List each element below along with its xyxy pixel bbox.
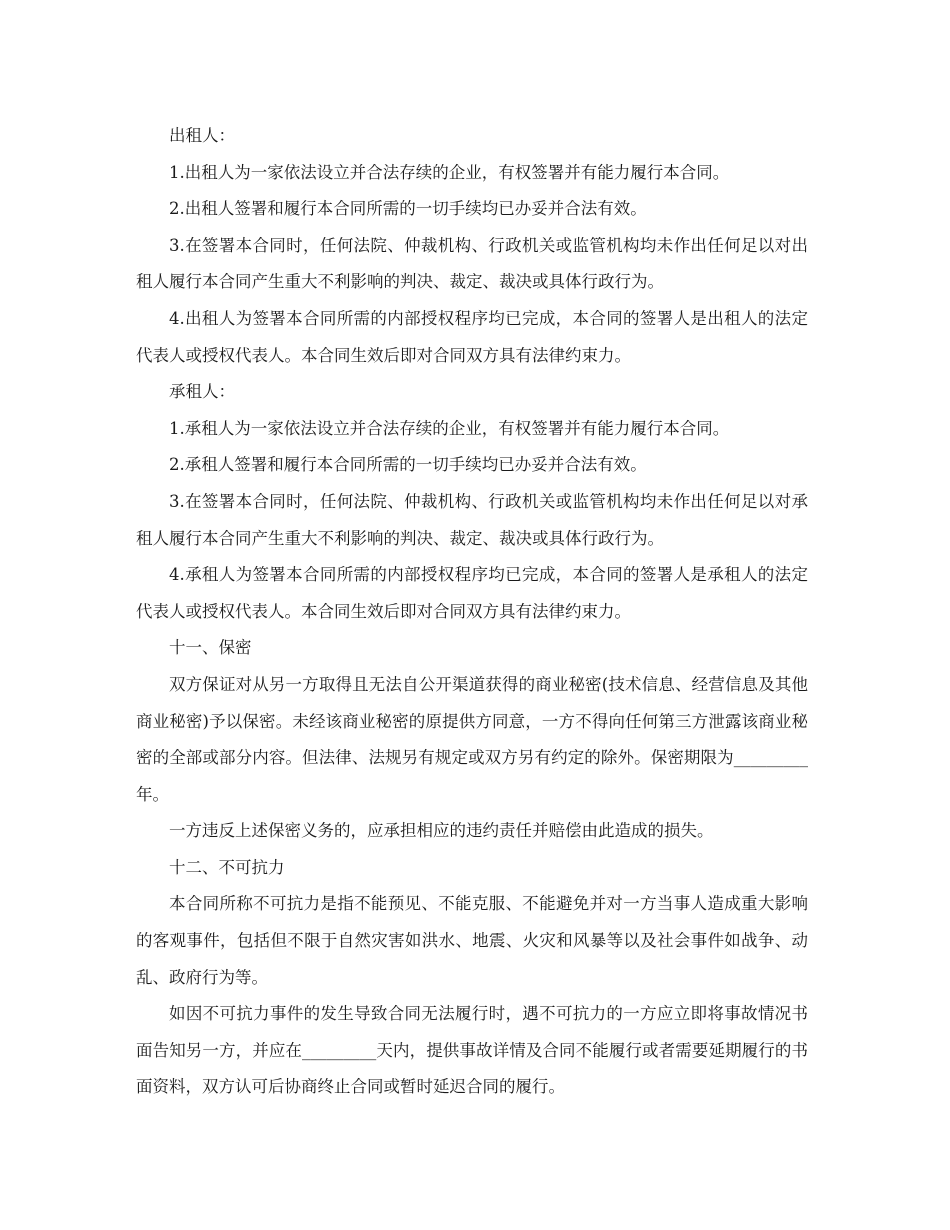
lessee-clause-3: 3.在签署本合同时，任何法院、仲裁机构、行政机关或监管机构均未作出任何足以对承租人履行本合同产生重大不利影响的判决、裁定、裁决或具体行政行为。: [136, 491, 808, 548]
lessee-clause-2: 2.承租人签署和履行本合同所需的一切手续均已办妥并合法有效。: [169, 455, 647, 475]
confidentiality-paragraph-1: 双方保证对从另一方取得且无法自公开渠道获得的商业秘密(技术信息、经营信息及其他商业秘密)予以保密。未经该商业秘密的原提供方同意，一方不得向任何第三方泄露该商业秘密的全部或部分内容。但法律、法规另有规定或双方另有约定的除外。保密期限为_________年。: [136, 674, 808, 804]
section-heading-force-majeure: 十二、不可抗力: [169, 857, 285, 877]
heading-lessee: 承租人：: [169, 382, 235, 402]
lessee-clause-4: 4.承租人为签署本合同所需的内部授权程序均已完成，本合同的签署人是承租人的法定代表人或授权代表人。本合同生效后即对合同双方具有法律约束力。: [136, 565, 808, 621]
document-body: [136, 118, 808, 1106]
lessor-clause-4: 4.出租人为签署本合同所需的内部授权程序均已完成，本合同的签署人是出租人的法定代表人或授权代表人。本合同生效后即对合同双方具有法律约束力。: [136, 308, 808, 365]
lessor-clause-1: 1.出租人为一家依法设立并合法存续的企业，有权签署并有能力履行本合同。: [169, 162, 730, 182]
section-heading-confidentiality: 十一、保密: [169, 638, 252, 658]
confidentiality-paragraph-2: 一方违反上述保密义务的，应承担相应的违约责任并赔偿由此造成的损失。: [169, 821, 714, 841]
lessee-clause-1: 1.承租人为一家依法设立并合法存续的企业，有权签署并有能力履行本合同。: [169, 418, 730, 438]
heading-lessor: 出租人：: [169, 126, 235, 145]
lessor-clause-3: 3.在签署本合同时，任何法院、仲裁机构、行政机关或监管机构均未作出任何足以对出租人履行本合同产生重大不利影响的判决、裁定、裁决或具体行政行为。: [136, 235, 808, 292]
lessor-clause-2: 2.出租人签署和履行本合同所需的一切手续均已办妥并合法有效。: [169, 199, 647, 219]
force-majeure-paragraph-1: 本合同所称不可抗力是指不能预见、不能克服、不能避免并对一方当事人造成重大影响的客观事件，包括但不限于自然灾害如洪水、地震、火灾和风暴等以及社会事件如战争、动乱、政府行为等。: [136, 894, 808, 987]
force-majeure-paragraph-2: 如因不可抗力事件的发生导致合同无法履行时，遇不可抗力的一方应立即将事故情况书面告知另一方，并应在_________天内，提供事故详情及合同不能履行或者需要延期履行的书面资料，双方认可后协商终止合同或暂时延迟合同的履行。: [136, 1004, 808, 1097]
